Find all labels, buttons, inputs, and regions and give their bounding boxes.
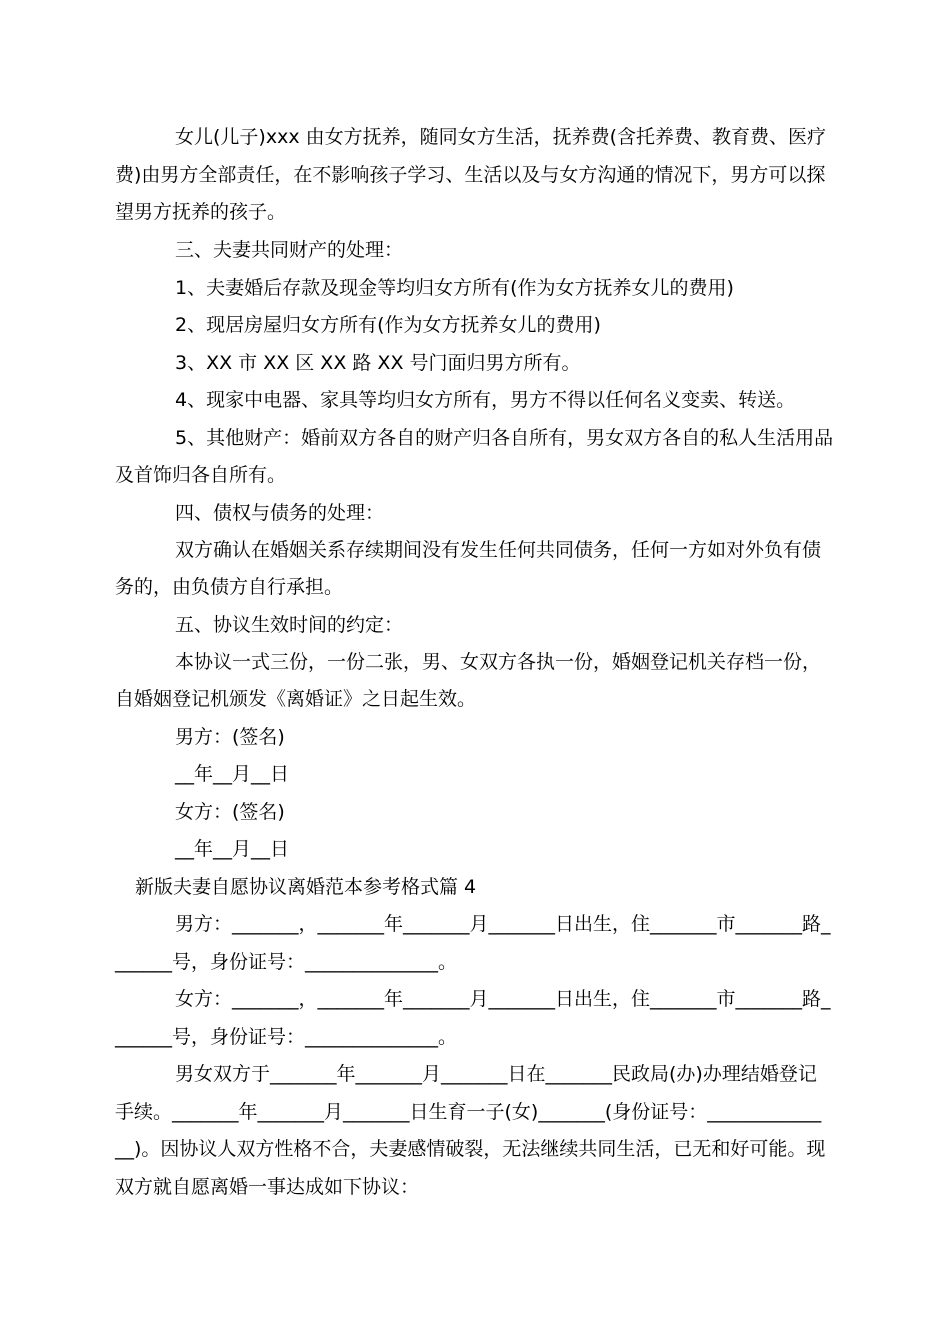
section-heading: 三、夫妻共同财产的处理： <box>175 239 404 261</box>
signature-line: 男方：(签名) <box>175 726 285 748</box>
paragraph-line: 费)由男方全部责任，在不影响孩子学习、生活以及与女方沟通的情况下，男方可以探 <box>115 164 826 186</box>
form-line: 男方：_______，_______年_______月_______日出生，住_______市_______路_ <box>175 913 831 935</box>
paragraph-line: 双方就自愿离婚一事达成如下协议： <box>115 1176 420 1198</box>
paragraph-line: 本协议一式三份，一份二张，男、女双方各执一份，婚姻登记机关存档一份， <box>175 651 822 673</box>
paragraph-line: 及首饰归各自所有。 <box>115 464 287 486</box>
paragraph-line: 自婚姻登记机颁发《离婚证》之日起生效。 <box>115 688 477 710</box>
paragraph-line: 1、夫妻婚后存款及现金等均归女方所有(作为女方抚养女儿的费用) <box>175 277 734 299</box>
document-title: 新版夫妻自愿协议离婚范本参考格式篇 4 <box>135 876 477 898</box>
form-line: 手续。_______年_______月_______日生育一子(女)_______(身份证号：____________ <box>115 1101 822 1123</box>
paragraph-line: __)。因协议人双方性格不合，夫妻感情破裂，无法继续共同生活，已无和好可能。现 <box>115 1138 826 1160</box>
form-line: 男女双方于_______年_______月_______日在_______民政局(办)办理结婚登记 <box>175 1063 817 1085</box>
paragraph-line: 5、其他财产：婚前双方各自的财产归各自所有，男女双方各自的私人生活用品 <box>175 427 834 449</box>
form-line: 女方：_______，_______年_______月_______日出生，住_______市_______路_ <box>175 988 831 1010</box>
date-line: __年__月__日 <box>175 763 290 785</box>
paragraph-line: 3、XX 市 XX 区 XX 路 XX 号门面归男方所有。 <box>175 352 581 374</box>
paragraph-line: 务的，由负债方自行承担。 <box>115 576 344 598</box>
section-heading: 四、债权与债务的处理： <box>175 502 385 524</box>
form-line: ______号，身份证号：______________。 <box>115 951 458 973</box>
paragraph-line: 4、现家中电器、家具等均归女方所有，男方不得以任何名义变卖、转送。 <box>175 389 796 411</box>
paragraph-line: 望男方抚养的孩子。 <box>115 201 287 223</box>
date-line: __年__月__日 <box>175 838 290 860</box>
paragraph-line: 女儿(儿子)xxx 由女方抚养，随同女方生活，抚养费(含托养费、教育费、医疗 <box>175 126 827 148</box>
paragraph-line: 双方确认在婚姻关系存续期间没有发生任何共同债务，任何一方如对外负有债 <box>175 539 822 561</box>
paragraph-line: 2、现居房屋归女方所有(作为女方抚养女儿的费用) <box>175 314 601 336</box>
signature-line: 女方：(签名) <box>175 801 285 823</box>
form-line: ______号，身份证号：______________。 <box>115 1026 458 1048</box>
section-heading: 五、协议生效时间的约定： <box>175 614 404 636</box>
